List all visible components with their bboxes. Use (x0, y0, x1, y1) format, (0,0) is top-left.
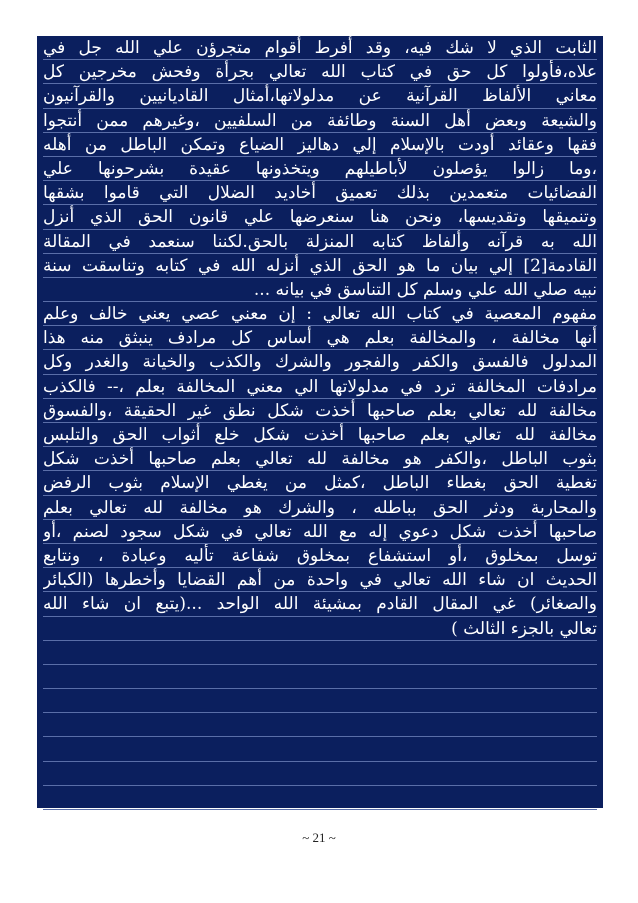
text-line: القادمة[2] إلي بيان ما هو الحق الذي أنزله الله في كتابه وتناسقت سنة (43, 254, 597, 278)
text-line: تعالي بالجزء الثالث ) (43, 617, 597, 641)
text-line: مخالفة لله تعالي بعلم صاحبها أخذت شكل خلع أثواب الحق والتلبس (43, 423, 597, 447)
text-line: مخالفة لله تعالي بعلم صاحبها أخذت شكل نطق غير الحقيقة ،والفسوق (43, 399, 597, 423)
text-line: تغطية الحق بغطاء الباطل ،كمثل من يغطي الإسلام بثوب الرفض (43, 471, 597, 495)
text-line (43, 713, 597, 737)
text-line: والمحاربة ودثر الحق بباطله ، والشرك هو مخالفة لله تعالي بعلم (43, 496, 597, 520)
text-line: فقها وعقائد أودت بالإسلام إلي دهاليز الضياع وتمكن الباطل من أهله (43, 133, 597, 157)
text-line: والصغائر) غي المقال القادم بمشيئة الله الواحد ...(يتبع ان شاء الله (43, 592, 597, 616)
text-line: علاه،فأولوا كل حق في كتاب الله تعالي بجرأة وفحش مخرجين كل (43, 60, 597, 84)
text-line: الحديث ان شاء الله تعالي في واحدة من أهم القضايا وأخطرها (الكبائر (43, 568, 597, 592)
text-line: الله به قرآنه وألفاظ كتابه المنزلة بالحق.لكننا سنعمد في المقالة (43, 230, 597, 254)
text-line (43, 762, 597, 786)
text-line: الثابت الذي لا شك فيه، وقد أفرط أقوام متجرؤن علي الله جل في (43, 36, 597, 60)
text-line: نبيه صلي الله علي وسلم كل التناسق في بيانه ... (43, 278, 597, 302)
text-line: والشيعة وبعض أهل السنة وطائفة من السلفيين ،وغيرهم ممن أنتجوا (43, 109, 597, 133)
text-line (43, 641, 597, 665)
text-line: توسل بمخلوق ،أو استشفاع بمخلوق شفاعة تأليه وعبادة ، ونتابع (43, 544, 597, 568)
text-line: أنها مخالفة ، والمخالفة بعلم هي أساس كل مرادف ينبثق منه هذا (43, 326, 597, 350)
page-number: ~ 21 ~ (302, 830, 336, 845)
text-line (43, 665, 597, 689)
text-line: صاحبها أخذت شكل دعوي إله مع الله تعالي في شكل سجود لصنم ،أو (43, 520, 597, 544)
text-panel (37, 36, 603, 808)
text-line: بثوب الباطل ،والكفر هو مخالفة لله تعالي بعلم صاحبها أخذت شكل (43, 447, 597, 471)
text-line: ،وما زالوا يؤصلون لأباطيلهم ويتخذونها عقيدة بشرحونها علي (43, 157, 597, 181)
text-lines (37, 36, 603, 810)
text-line: المدلول فالفسق والكفر والفجور والشرك والكذب والخيانة والغدر وكل (43, 350, 597, 374)
text-line: وتنميقها وتقديسها، ونحن هنا سنعرضها علي قانون الحق الذي أنزل (43, 205, 597, 229)
text-line (43, 786, 597, 810)
text-line: الفضائيات متعمدين بذلك تعميق أخاديد الضلال التي قاموا بشقها (43, 181, 597, 205)
text-line: مرادفات المخالفة ترد في مدلولاتها الي معني المخالفة بعلم ،-- فالكذب (43, 375, 597, 399)
text-line (43, 737, 597, 761)
text-line: معاني الألفاظ القرآنية عن مدلولاتها،أمثال القاديانيين والقرآنيون (43, 84, 597, 108)
text-line (43, 689, 597, 713)
text-line: مفهوم المعصية في كتاب الله تعالي : إن معني عصي يعني خالف وعلم (43, 302, 597, 326)
